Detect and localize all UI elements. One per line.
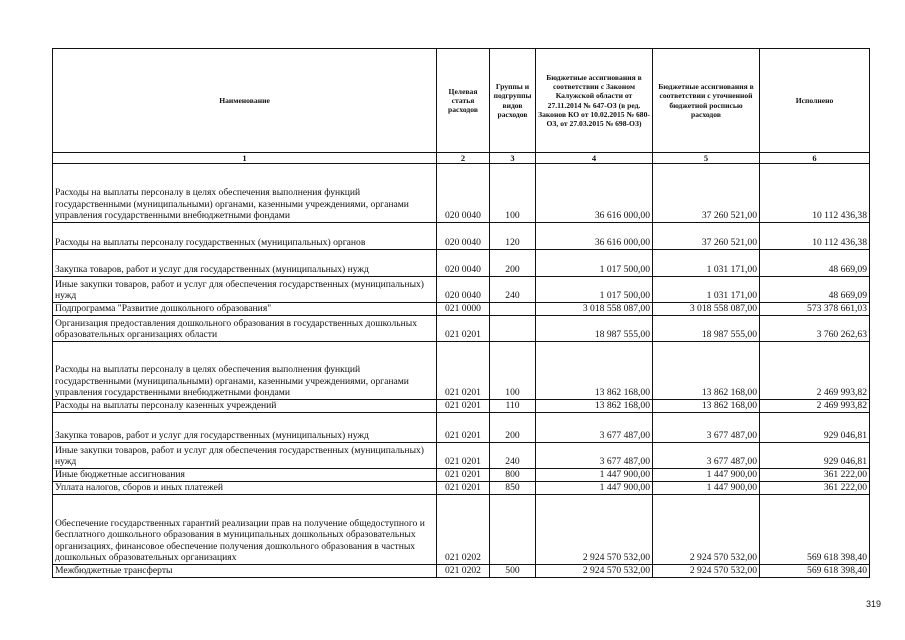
row-group-code: 200	[490, 413, 536, 443]
row-executed-amount: 48 669,09	[760, 250, 870, 277]
row-target-code: 021 0201	[437, 316, 490, 342]
header-row	[53, 49, 870, 153]
table-row	[53, 316, 870, 342]
column-number: 4	[536, 153, 653, 164]
row-executed-amount: 48 669,09	[760, 277, 870, 303]
row-group-code: 110	[490, 400, 536, 413]
table-row	[53, 164, 870, 223]
table-row	[53, 413, 870, 443]
row-name: Иные бюджетные ассигнования	[53, 469, 437, 482]
row-law-amount: 18 987 555,00	[536, 316, 653, 342]
row-name: Иные закупки товаров, работ и услуг для обеспечения государственных (муниципальных) нужд	[53, 277, 437, 303]
row-name: Закупка товаров, работ и услуг для государственных (муниципальных) нужд	[53, 250, 437, 277]
column-number: 5	[653, 153, 760, 164]
row-group-code: 100	[490, 342, 536, 400]
table-row	[53, 342, 870, 400]
row-revised-amount: 2 924 570 532,00	[653, 495, 760, 565]
row-executed-amount: 573 378 661,03	[760, 303, 870, 316]
row-revised-amount: 37 260 521,00	[653, 164, 760, 223]
row-target-code: 020 0040	[437, 250, 490, 277]
column-number: 2	[437, 153, 490, 164]
row-revised-amount: 3 677 487,00	[653, 413, 760, 443]
row-target-code: 021 0202	[437, 495, 490, 565]
row-law-amount: 1 447 900,00	[536, 482, 653, 495]
table-row	[53, 443, 870, 469]
row-revised-amount: 3 677 487,00	[653, 443, 760, 469]
table-row	[53, 400, 870, 413]
row-name: Организация предоставления дошкольного образования в государственных дошкольных образовательных организациях области	[53, 316, 437, 342]
row-executed-amount: 929 046,81	[760, 413, 870, 443]
row-executed-amount: 569 618 398,40	[760, 565, 870, 578]
row-name: Межбюджетные трансферты	[53, 565, 437, 578]
row-group-code: 850	[490, 482, 536, 495]
row-revised-amount: 13 862 168,00	[653, 400, 760, 413]
row-revised-amount: 2 924 570 532,00	[653, 565, 760, 578]
row-law-amount: 1 017 500,00	[536, 277, 653, 303]
row-law-amount: 2 924 570 532,00	[536, 565, 653, 578]
row-revised-amount: 1 447 900,00	[653, 469, 760, 482]
row-executed-amount: 2 469 993,82	[760, 342, 870, 400]
row-name: Уплата налогов, сборов и иных платежей	[53, 482, 437, 495]
row-revised-amount: 18 987 555,00	[653, 316, 760, 342]
row-name: Закупка товаров, работ и услуг для государственных (муниципальных) нужд	[53, 413, 437, 443]
row-revised-amount: 1 447 900,00	[653, 482, 760, 495]
row-name: Расходы на выплаты персоналу в целях обеспечения выполнения функций государственными (муниципальными) органами, казенными учреждениями, органами управления государственными внебюджетными фондами	[53, 342, 437, 400]
row-executed-amount: 2 469 993,82	[760, 400, 870, 413]
table-row	[53, 223, 870, 250]
row-group-code	[490, 495, 536, 565]
col-header-target: Целевая статья расходов	[437, 49, 490, 153]
table-row	[53, 469, 870, 482]
row-law-amount: 1 447 900,00	[536, 469, 653, 482]
row-target-code: 020 0040	[437, 223, 490, 250]
row-target-code: 021 0000	[437, 303, 490, 316]
col-header-revised-budget: Бюджетные ассигнования в соответствии с уточненной бюджетной росписью расходов	[653, 49, 760, 153]
row-name: Расходы на выплаты персоналу государственных (муниципальных) органов	[53, 223, 437, 250]
row-group-code: 240	[490, 443, 536, 469]
col-header-executed: Исполнено	[760, 49, 870, 153]
row-target-code: 021 0202	[437, 565, 490, 578]
row-target-code: 020 0040	[437, 277, 490, 303]
row-law-amount: 36 616 000,00	[536, 164, 653, 223]
row-group-code	[490, 316, 536, 342]
row-executed-amount: 10 112 436,38	[760, 164, 870, 223]
row-law-amount: 36 616 000,00	[536, 223, 653, 250]
row-target-code: 020 0040	[437, 164, 490, 223]
table-row	[53, 277, 870, 303]
column-number: 3	[490, 153, 536, 164]
table-row	[53, 303, 870, 316]
row-law-amount: 3 677 487,00	[536, 413, 653, 443]
row-target-code: 021 0201	[437, 342, 490, 400]
row-law-amount: 3 677 487,00	[536, 443, 653, 469]
col-header-law-budget: Бюджетные ассигнования в соответствии с Законом Калужской области от 27.11.2014 № 647-ОЗ (в ред. Законов КО от 10.02.2015 № 680-ОЗ, от 27.03.2015 № 698-ОЗ)	[536, 49, 653, 153]
column-number-row	[53, 153, 870, 164]
col-header-groups: Группы и подгруппы видов расходов	[490, 49, 536, 153]
row-executed-amount: 361 222,00	[760, 482, 870, 495]
row-revised-amount: 1 031 171,00	[653, 277, 760, 303]
row-target-code: 021 0201	[437, 413, 490, 443]
row-name: Подпрограмма "Развитие дошкольного образования"	[53, 303, 437, 316]
row-executed-amount: 10 112 436,38	[760, 223, 870, 250]
row-law-amount: 2 924 570 532,00	[536, 495, 653, 565]
row-group-code: 100	[490, 164, 536, 223]
row-group-code: 240	[490, 277, 536, 303]
row-revised-amount: 3 018 558 087,00	[653, 303, 760, 316]
table-row	[53, 565, 870, 578]
table-row	[53, 495, 870, 565]
row-executed-amount: 929 046,81	[760, 443, 870, 469]
column-number: 6	[760, 153, 870, 164]
row-revised-amount: 13 862 168,00	[653, 342, 760, 400]
row-name: Обеспечение государственных гарантий реализации прав на получение общедоступного и бесплатного дошкольного образования в муниципальных дошкольных образовательных организациях, финансовое обеспечение получения дошкольного образования в частных дошкольных образовательных организациях	[53, 495, 437, 565]
row-executed-amount: 3 760 262,63	[760, 316, 870, 342]
row-target-code: 021 0201	[437, 443, 490, 469]
row-target-code: 021 0201	[437, 482, 490, 495]
col-header-name: Наименование	[53, 49, 437, 153]
row-law-amount: 13 862 168,00	[536, 400, 653, 413]
column-number: 1	[53, 153, 437, 164]
row-group-code: 500	[490, 565, 536, 578]
row-target-code: 021 0201	[437, 400, 490, 413]
row-law-amount: 13 862 168,00	[536, 342, 653, 400]
row-group-code: 120	[490, 223, 536, 250]
row-name: Иные закупки товаров, работ и услуг для обеспечения государственных (муниципальных) нужд	[53, 443, 437, 469]
row-group-code: 200	[490, 250, 536, 277]
row-law-amount: 1 017 500,00	[536, 250, 653, 277]
budget-table	[52, 48, 870, 578]
row-name: Расходы на выплаты персоналу казенных учреждений	[53, 400, 437, 413]
row-law-amount: 3 018 558 087,00	[536, 303, 653, 316]
row-name: Расходы на выплаты персоналу в целях обеспечения выполнения функций государственными (муниципальными) органами, казенными учреждениями, органами управления государственными внебюджетными фондами	[53, 164, 437, 223]
row-target-code: 021 0201	[437, 469, 490, 482]
row-executed-amount: 361 222,00	[760, 469, 870, 482]
row-group-code: 800	[490, 469, 536, 482]
table-row	[53, 250, 870, 277]
row-revised-amount: 37 260 521,00	[653, 223, 760, 250]
page-number: 319	[865, 599, 881, 609]
row-executed-amount: 569 618 398,40	[760, 495, 870, 565]
row-group-code	[490, 303, 536, 316]
row-revised-amount: 1 031 171,00	[653, 250, 760, 277]
table-row	[53, 482, 870, 495]
